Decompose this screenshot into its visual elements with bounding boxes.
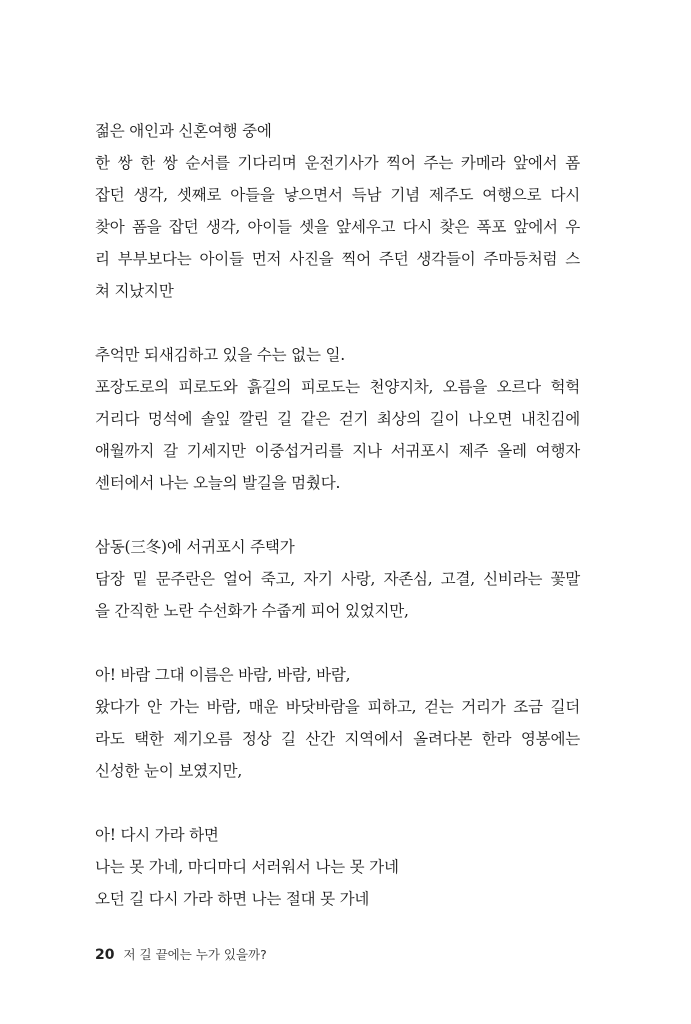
poem-line: 젊은 애인과 신혼여행 중에 <box>95 122 272 140</box>
poem-line: 왔다가 안 가는 바람, 매운 바닷바람을 피하고, 걷는 거리가 조금 길더 <box>95 698 580 716</box>
poem-line: 포장도로의 피로도와 흙길의 피로도는 천양지차, 오름을 오르다 헉헉 <box>95 378 580 396</box>
poem-line: 신성한 눈이 보였지만, <box>95 762 243 780</box>
poem-line: 쳐 지났지만 <box>95 282 174 300</box>
stanza-gap <box>95 307 580 339</box>
stanza-gap <box>95 499 580 531</box>
page-footer <box>95 945 267 963</box>
poem-line: 리 부부보다는 아이들 먼저 사진을 찍어 주던 생각들이 주마등처럼 스 <box>95 250 580 268</box>
poem-line: 거리다 멍석에 솔잎 깔린 길 같은 걷기 최상의 길이 나오면 내친김에 <box>95 410 580 428</box>
stanza-gap <box>95 627 580 659</box>
poem-line: 담장 밑 문주란은 얼어 죽고, 자기 사랑, 자존심, 고결, 신비라는 꽃말 <box>95 570 580 588</box>
page-number: 20 <box>95 947 115 963</box>
poem-line: 을 간직한 노란 수선화가 수줍게 피어 있었지만, <box>95 602 409 620</box>
poem-line: 한 쌍 한 쌍 순서를 기다리며 운전기사가 찍어 주는 카메라 앞에서 폼 <box>95 154 580 172</box>
poem-line: 삼동(三冬)에 서귀포시 주택가 <box>95 538 295 556</box>
poem-line: 추억만 되새김하고 있을 수는 없는 일. <box>95 346 345 364</box>
poem-line: 라도 택한 제기오름 정상 길 산간 지역에서 올려다본 한라 영봉에는 <box>95 730 580 748</box>
poem-line: 센터에서 나는 오늘의 발길을 멈췄다. <box>95 474 341 492</box>
poem-line: 찾아 폼을 잡던 생각, 아이들 셋을 앞세우고 다시 찾은 폭포 앞에서 우 <box>95 218 580 236</box>
poem-line: 애월까지 갈 기세지만 이중섭거리를 지나 서귀포시 제주 올레 여행자 <box>95 442 580 460</box>
stanza-gap <box>95 787 580 819</box>
poem-body <box>95 115 580 915</box>
poem-line: 오던 길 다시 가라 하면 나는 절대 못 가네 <box>95 890 370 908</box>
poem-line: 아! 바람 그대 이름은 바람, 바람, 바람, <box>95 666 351 684</box>
running-title: 저 길 끝에는 누가 있을까? <box>123 947 267 962</box>
poem-line: 아! 다시 가라 하면 <box>95 826 219 844</box>
poem-line: 잡던 생각, 셋째로 아들을 낳으면서 득남 기념 제주도 여행으로 다시 <box>95 186 580 204</box>
poem-line: 나는 못 가네, 마디마디 서러워서 나는 못 가네 <box>95 858 399 876</box>
